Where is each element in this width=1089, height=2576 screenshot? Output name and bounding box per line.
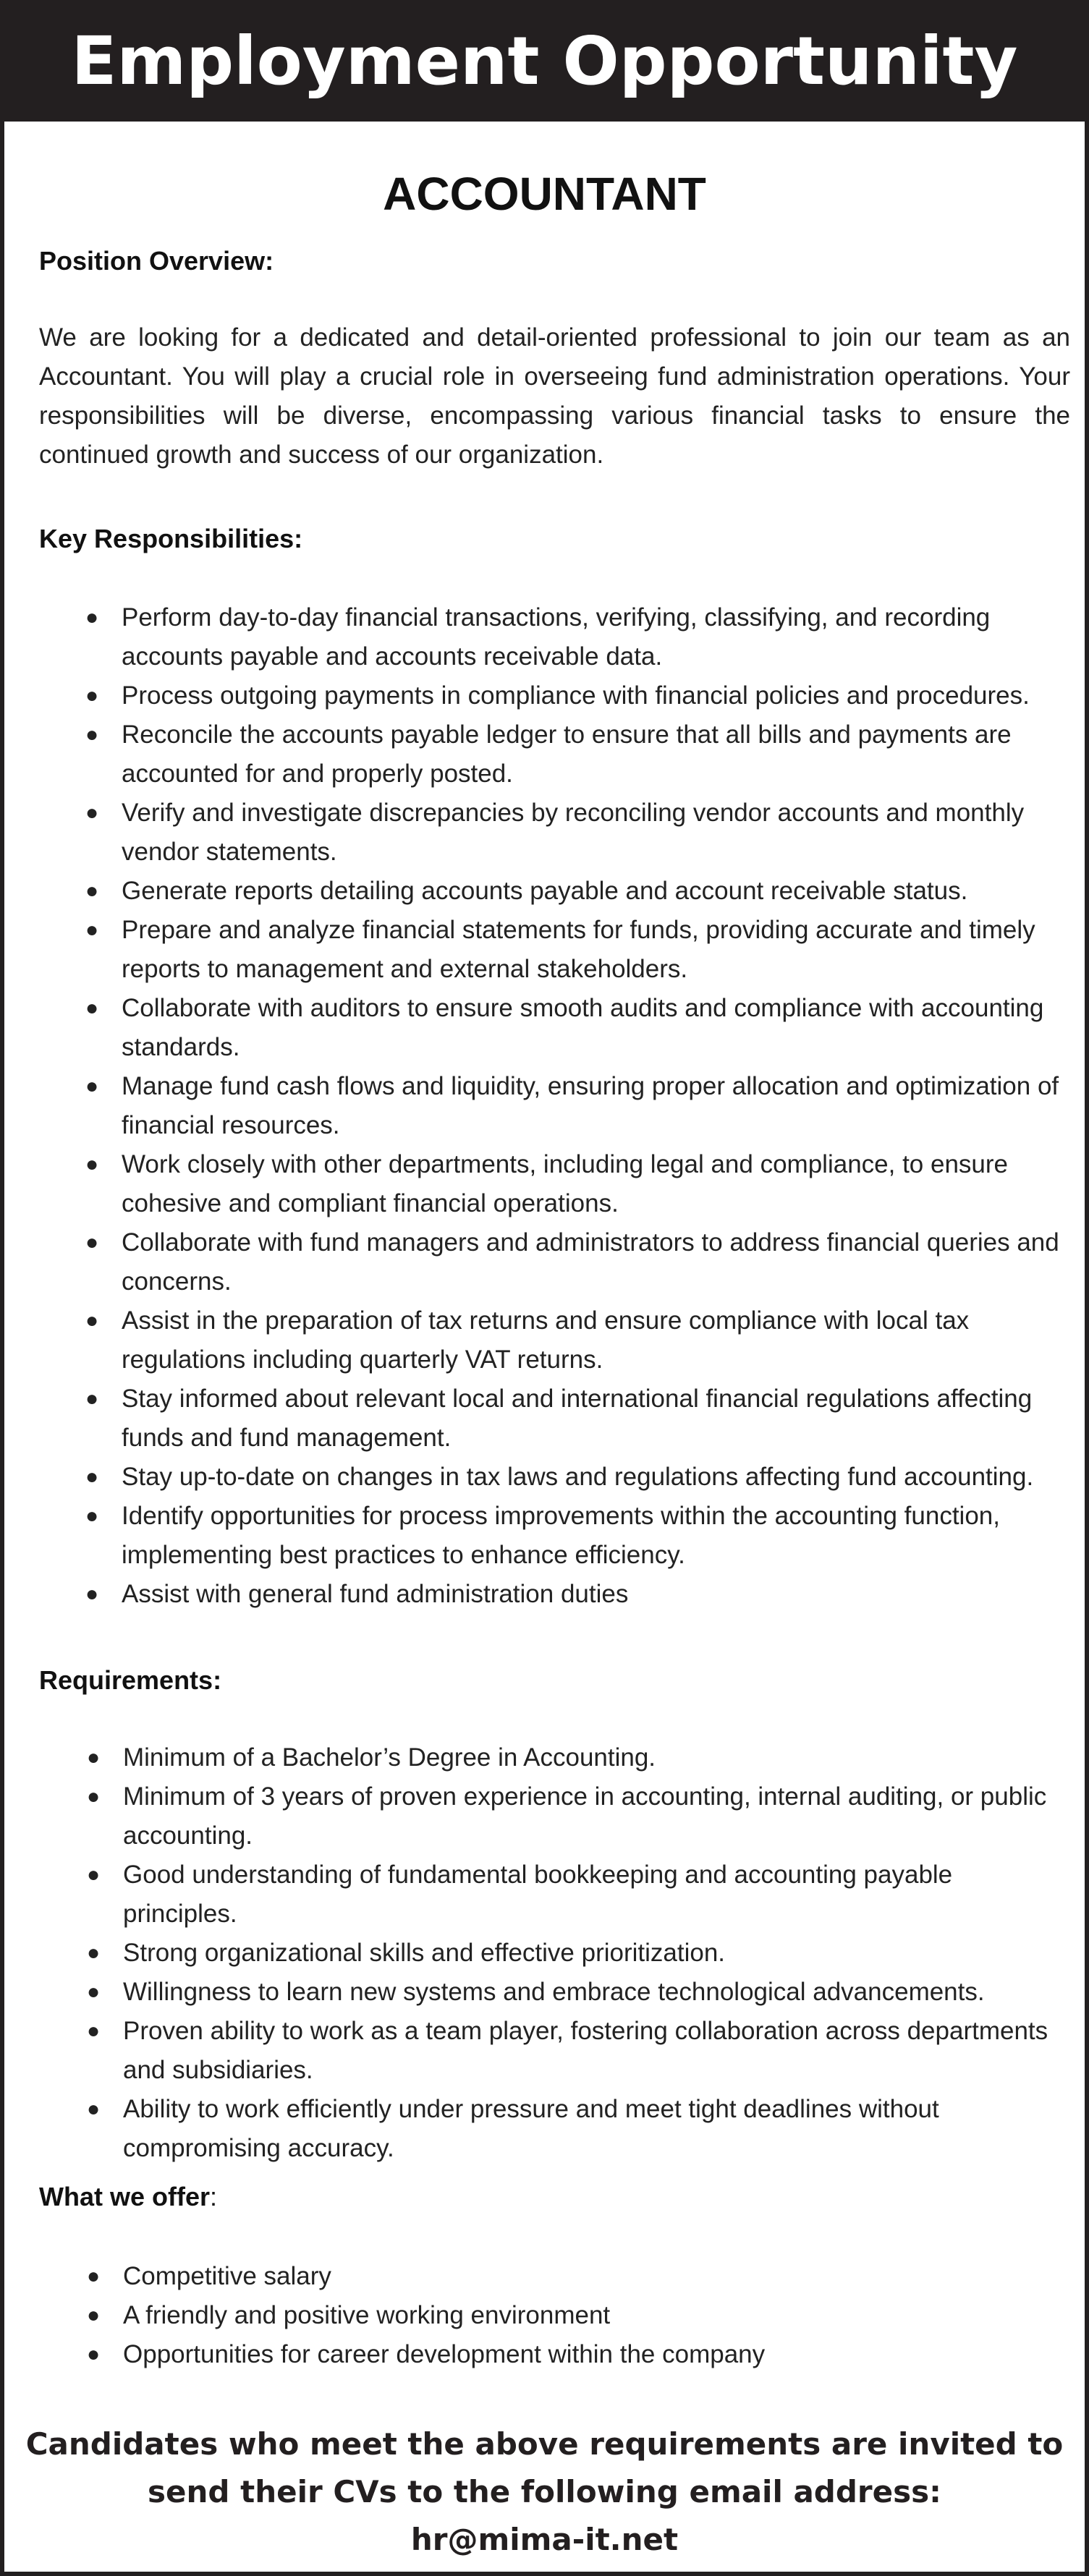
bullet-icon: ● <box>85 1152 99 1176</box>
list-item: ● Stay up-to-date on changes in tax laws and regulations affecting fund accounting. <box>85 1458 1062 1497</box>
bullet-icon: ● <box>85 801 99 825</box>
bullet-icon: ● <box>87 1863 101 1887</box>
list-item: ● A friendly and positive working environment <box>87 2296 1027 2335</box>
requirements-list <box>87 1738 1071 2168</box>
list-item: ● Minimum of a Bachelor’s Degree in Accounting. <box>87 1738 1071 1777</box>
bullet-icon: ● <box>85 684 99 707</box>
responsibilities-heading: Key Responsibilities: <box>39 524 303 553</box>
list-item: ● Verify and investigate discrepancies by reconciling vendor accounts and monthly vendor statements. <box>85 794 1062 872</box>
application-instructions <box>4 2420 1085 2564</box>
list-item: ● Collaborate with fund managers and administrators to address financial queries and concerns. <box>85 1223 1062 1301</box>
bullet-icon: ● <box>85 918 99 942</box>
bullet-icon: ● <box>85 879 99 903</box>
list-item: ● Assist with general fund administration duties <box>85 1575 1062 1614</box>
bullet-icon: ● <box>85 1309 99 1332</box>
bullet-icon: ● <box>87 2303 101 2327</box>
bullet-icon: ● <box>87 2264 101 2288</box>
list-item: ● Manage fund cash flows and liquidity, ensuring proper allocation and optimization of financial resources. <box>85 1067 1062 1145</box>
list-item: ● Opportunities for career development within the company <box>87 2335 1027 2374</box>
bullet-icon: ● <box>85 1504 99 1528</box>
bullet-icon: ● <box>87 1941 101 1965</box>
responsibilities-list <box>85 598 1062 1614</box>
bullet-icon: ● <box>85 605 99 629</box>
list-item: ● Strong organizational skills and effective prioritization. <box>87 1934 1071 1973</box>
bullet-icon: ● <box>87 1785 101 1808</box>
bullet-icon: ● <box>87 2342 101 2366</box>
list-item: ● Collaborate with auditors to ensure smooth audits and compliance with accounting standards. <box>85 989 1062 1067</box>
list-item: ● Ability to work efficiently under pressure and meet tight deadlines without compromising accuracy. <box>87 2090 1071 2168</box>
bullet-icon: ● <box>87 1746 101 1769</box>
job-title: ACCOUNTANT <box>383 168 706 220</box>
bullet-icon: ● <box>85 1230 99 1254</box>
bullet-icon: ● <box>85 996 99 1020</box>
banner-title: Employment Opportunity <box>4 4 1085 122</box>
bullet-icon: ● <box>85 1465 99 1489</box>
bullet-icon: ● <box>87 2097 101 2121</box>
list-item: ● Willingness to learn new systems and embrace technological advancements. <box>87 1973 1071 2012</box>
footer-line-2: send their CVs to the following email address: <box>148 2474 941 2509</box>
bullet-icon: ● <box>85 1582 99 1606</box>
list-item: ● Reconcile the accounts payable ledger to ensure that all bills and payments are accounted for and properly posted. <box>85 715 1062 794</box>
bullet-icon: ● <box>85 723 99 747</box>
list-item: ● Perform day-to-day financial transactions, verifying, classifying, and recording accounts payable and accounts receivable data. <box>85 598 1062 676</box>
list-item: ● Good understanding of fundamental bookkeeping and accounting payable principles. <box>87 1856 1071 1934</box>
overview-text: We are looking for a dedicated and detail-oriented professional to join our team as an Accountant. You will play a crucial role in overseeing fund administration operations. Your responsibilities will be diverse, encompassing various financial tasks to ensure the continued growth and success of our organization. <box>39 323 1070 469</box>
list-item: ● Competitive salary <box>87 2257 1027 2296</box>
list-item: ● Proven ability to work as a team player, fostering collaboration across departments and subsidiaries. <box>87 2012 1071 2090</box>
list-item: ● Minimum of 3 years of proven experience in accounting, internal auditing, or public accounting. <box>87 1777 1071 1856</box>
contact-email[interactable]: hr@mima-it.net <box>410 2522 679 2557</box>
offer-heading: What we offer: <box>39 2182 218 2211</box>
list-item: ● Assist in the preparation of tax returns and ensure compliance with local tax regulations including quarterly VAT returns. <box>85 1301 1062 1380</box>
list-item: ● Prepare and analyze financial statements for funds, providing accurate and timely reports to management and external stakeholders. <box>85 911 1062 989</box>
requirements-heading: Requirements: <box>39 1665 222 1695</box>
footer-line-1: Candidates who meet the above requirements are invited to <box>25 2426 1064 2462</box>
bullet-icon: ● <box>87 1980 101 2004</box>
list-item: ● Identify opportunities for process improvements within the accounting function, implementing best practices to enhance efficiency. <box>85 1497 1062 1575</box>
list-item: ● Work closely with other departments, including legal and compliance, to ensure cohesive and compliant financial operations. <box>85 1145 1062 1223</box>
offer-list <box>87 2257 1027 2374</box>
bullet-icon: ● <box>85 1387 99 1411</box>
list-item: ● Generate reports detailing accounts payable and account receivable status. <box>85 872 1062 911</box>
list-item: ● Process outgoing payments in compliance with financial policies and procedures. <box>85 676 1062 715</box>
bullet-icon: ● <box>87 2019 101 2043</box>
list-item: ● Stay informed about relevant local and international financial regulations affecting funds and fund management. <box>85 1380 1062 1458</box>
bullet-icon: ● <box>85 1074 99 1098</box>
overview-heading: Position Overview: <box>39 246 274 276</box>
